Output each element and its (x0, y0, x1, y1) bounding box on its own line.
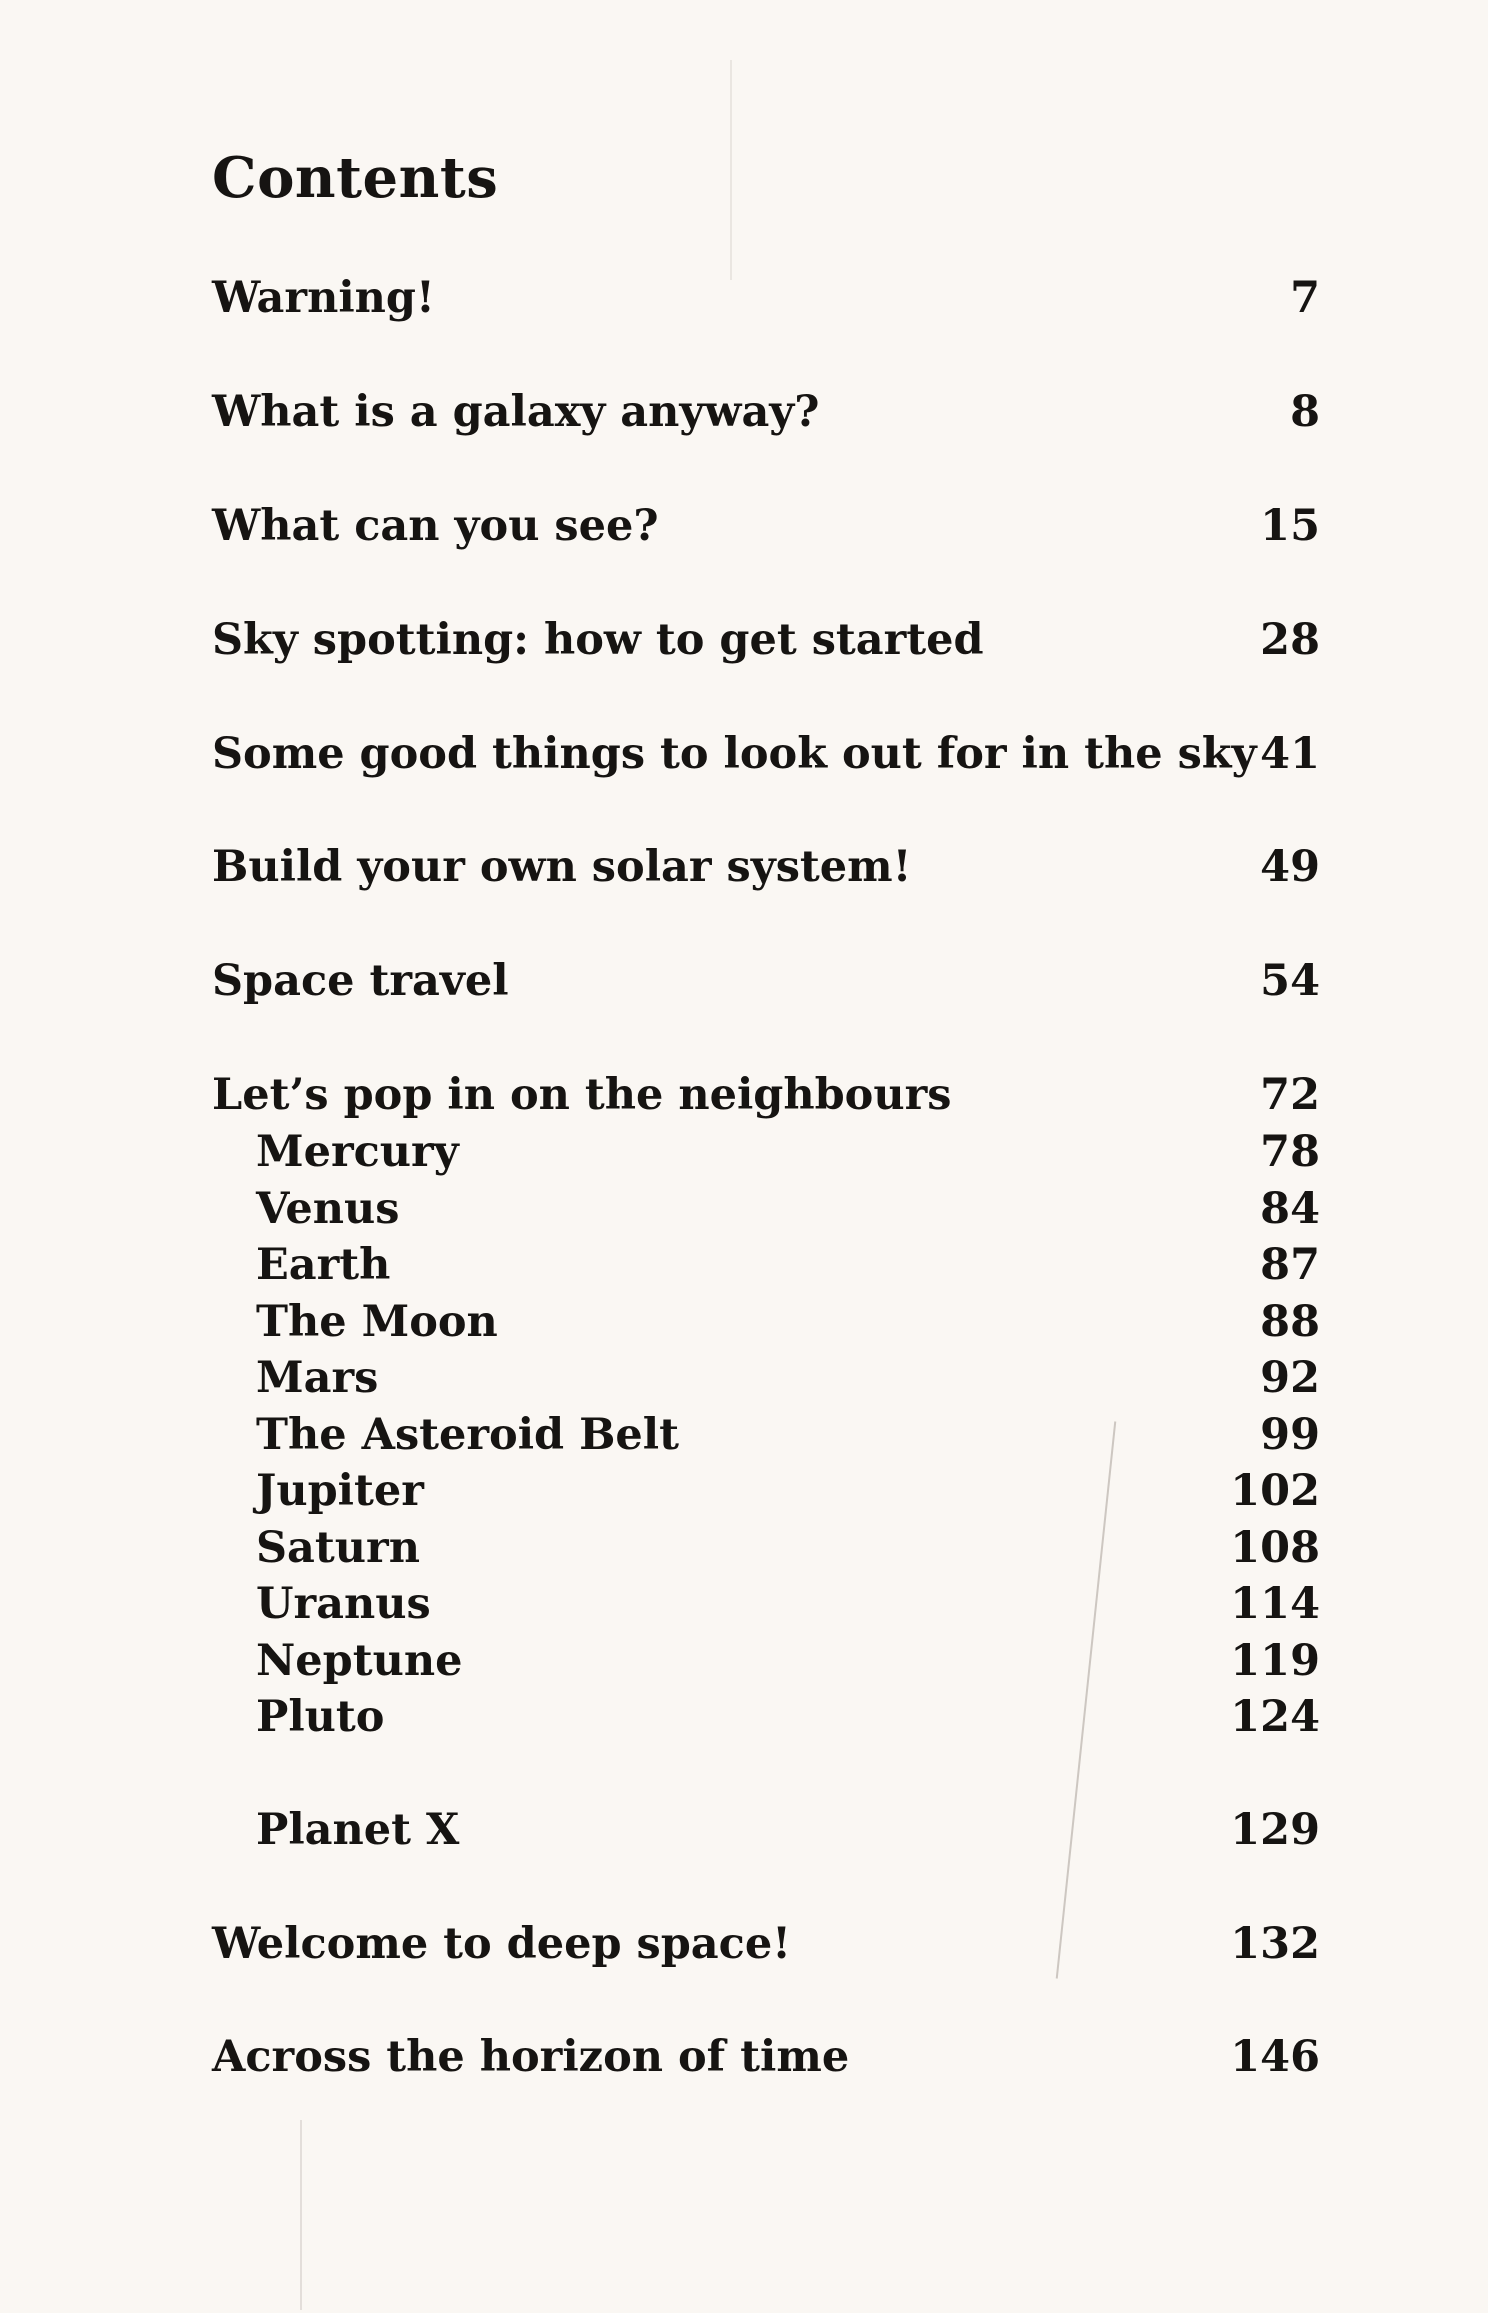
entry-page-number: 129 (1230, 1805, 1320, 1855)
toc-entry (212, 1067, 1320, 1123)
entry-page-number: 108 (1230, 1523, 1320, 1573)
entry-page-number: 87 (1260, 1240, 1320, 1290)
toc-entry (212, 953, 1320, 1009)
toc-sub-entry (212, 1294, 1320, 1350)
toc-sub-entry (212, 1237, 1320, 1293)
toc-sub-entry (212, 1463, 1320, 1519)
entry-title: Saturn (256, 1523, 420, 1573)
toc-entry (212, 726, 1320, 782)
toc-entry (212, 498, 1320, 554)
entry-title: Space travel (212, 956, 509, 1006)
toc-entry (212, 2029, 1320, 2085)
entry-page-number: 54 (1260, 956, 1320, 1006)
toc-sub-entry (212, 1181, 1320, 1237)
entry-title: Some good things to look out for in the sky (212, 729, 1257, 779)
toc-entry (212, 839, 1320, 895)
entry-title: What is a galaxy anyway? (212, 387, 820, 437)
toc-sub-entry (212, 1520, 1320, 1576)
entry-title: Let’s pop in on the neighbours (212, 1070, 952, 1120)
entry-title: Mercury (256, 1127, 459, 1177)
entry-page-number: 7 (1290, 273, 1320, 323)
toc-sub-entry (212, 1576, 1320, 1632)
entry-title: Uranus (256, 1579, 431, 1629)
entry-title: Planet X (256, 1805, 460, 1855)
entry-title: The Moon (256, 1297, 498, 1347)
entry-page-number: 84 (1260, 1184, 1320, 1234)
entry-title: Mars (256, 1353, 379, 1403)
entry-title: Warning! (212, 273, 435, 323)
entry-title: The Asteroid Belt (256, 1410, 679, 1460)
entry-title: What can you see? (212, 501, 659, 551)
page-crease (730, 60, 732, 280)
entry-page-number: 72 (1260, 1070, 1320, 1120)
entry-title: Earth (256, 1240, 391, 1290)
entry-page-number: 102 (1230, 1466, 1320, 1516)
entry-title: Build your own solar system! (212, 842, 912, 892)
entry-page-number: 146 (1230, 2032, 1320, 2082)
toc-sub-entry (212, 1407, 1320, 1463)
entry-page-number: 49 (1260, 842, 1320, 892)
toc-sub-entry (212, 1124, 1320, 1180)
toc-sub-entry (212, 1802, 1320, 1858)
entry-title: Jupiter (256, 1466, 424, 1516)
page-title: Contents (212, 145, 499, 211)
entry-title: Welcome to deep space! (212, 1919, 792, 1969)
entry-page-number: 114 (1230, 1579, 1320, 1629)
entry-title: Venus (256, 1184, 400, 1234)
entry-page-number: 41 (1260, 729, 1320, 779)
entry-title: Sky spotting: how to get started (212, 615, 984, 665)
toc-entry (212, 384, 1320, 440)
entry-page-number: 28 (1260, 615, 1320, 665)
entry-title: Neptune (256, 1636, 463, 1686)
entry-page-number: 88 (1260, 1297, 1320, 1347)
entry-page-number: 92 (1260, 1353, 1320, 1403)
toc-sub-entry (212, 1350, 1320, 1406)
toc-entry (212, 1916, 1320, 1972)
page-crease (300, 2120, 302, 2310)
entry-page-number: 78 (1260, 1127, 1320, 1177)
entry-title: Pluto (256, 1692, 385, 1742)
entry-page-number: 119 (1230, 1636, 1320, 1686)
entry-page-number: 132 (1230, 1919, 1320, 1969)
entry-page-number: 99 (1260, 1410, 1320, 1460)
toc-entry (212, 612, 1320, 668)
entry-page-number: 15 (1260, 501, 1320, 551)
toc-sub-entry (212, 1689, 1320, 1745)
entry-page-number: 8 (1290, 387, 1320, 437)
entry-page-number: 124 (1230, 1692, 1320, 1742)
toc-entry (212, 270, 1320, 326)
toc-sub-entry (212, 1633, 1320, 1689)
entry-title: Across the horizon of time (212, 2032, 850, 2082)
